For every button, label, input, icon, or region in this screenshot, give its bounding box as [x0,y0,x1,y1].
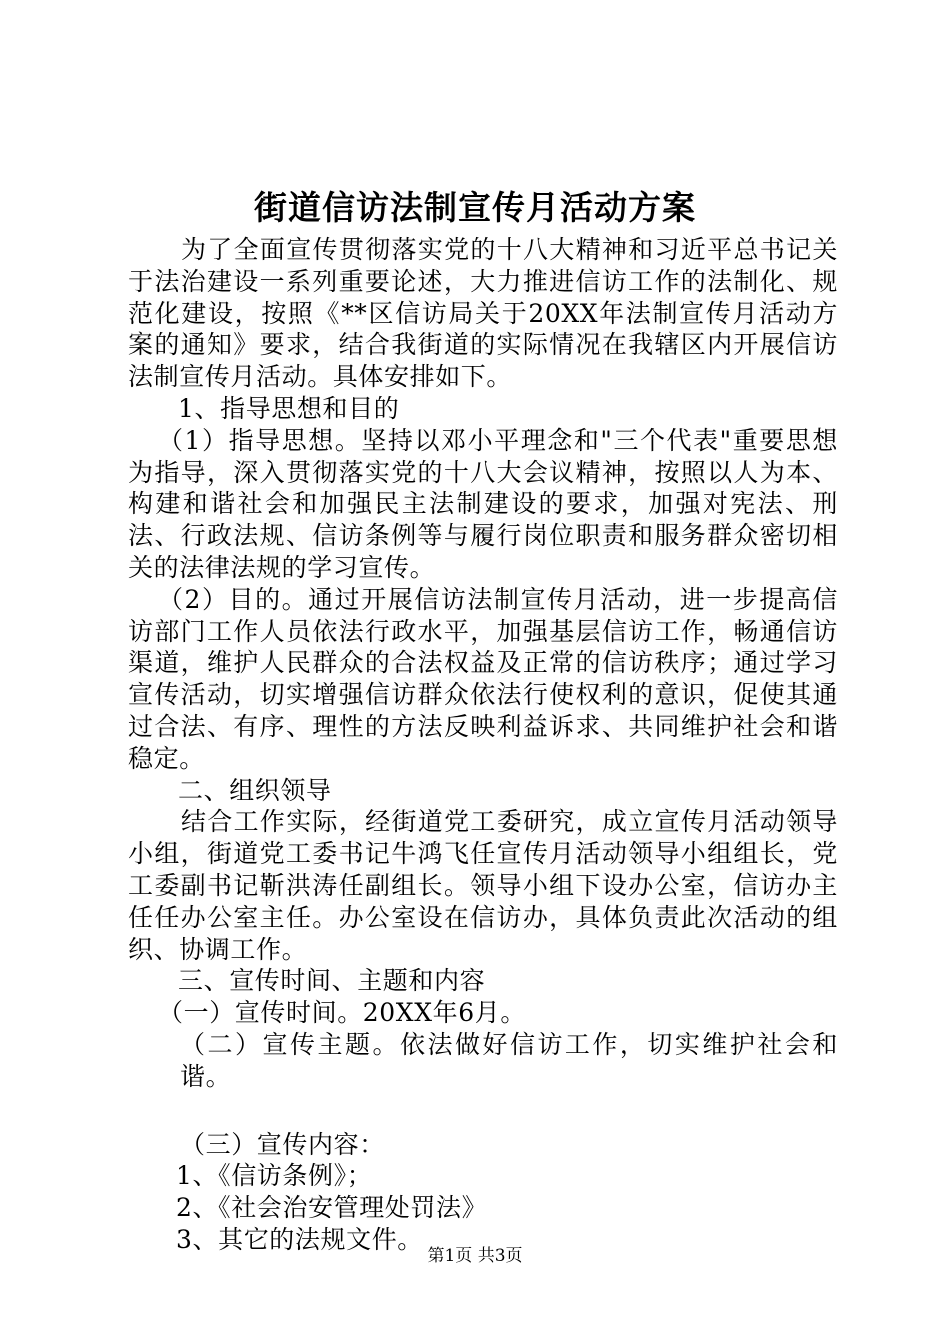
list-item: 2、《社会治安管理处罚法》 [176,1193,488,1223]
document-title: 街道信访法制宣传月活动方案 [254,188,696,227]
publicity-time-line: （一）宣传时间。20XX年6月。 [158,998,526,1028]
blank-line [128,1093,838,1129]
purpose-paragraph: （2）目的。通过开展信访法制宣传月活动，进一步提高信访部门工作人员依法行政水平，加强基层信访工作，畅通信访渠道，维护人民群众的合法权益及正常的信访秩序；通过学习宣传活动，切实增强信访群众依法行使权利的意识，促使其通过合法、有序、理性的方法反映利益诉求、共同维护社会和谐稳定。 [128,584,838,773]
intro-paragraph: 为了全面宣传贯彻落实党的十八大精神和习近平总书记关于法治建设一系列重要论述，大力推进信访工作的法制化、规范化建设，按照《**区信访局关于20XX年法制宣传月活动方案的通知》要求，结合我街道的实际情况在我辖区内开展信访法制宣传月活动。具体安排如下。 [128,235,838,392]
page-number-footer: 第1页 共3页 [427,1246,523,1266]
section-heading-leadership: 二、组织领导 [178,775,332,805]
section-heading-guiding: 1、指导思想和目的 [178,393,400,423]
document-body [128,234,838,1256]
list-item: 3、其它的法规文件。 [176,1224,423,1254]
publicity-content-heading: （三）宣传内容： [180,1129,385,1159]
list-item: 1、《信访条例》； [176,1161,373,1191]
publicity-theme-line: （二）宣传主题。依法做好信访工作，切实维护社会和谐。 [180,1029,838,1091]
guiding-ideology-paragraph: （1）指导思想。坚持以邓小平理念和"三个代表"重要思想为指导，深入贯彻落实党的十八大会议精神，按照以人为本、构建和谐社会和加强民主法制建设的要求，加强对宪法、刑法、行政法规、信访条例等与履行岗位职责和服务群众密切相关的法律法规的学习宣传。 [128,425,838,582]
leadership-paragraph: 结合工作实际，经街道党工委研究，成立宣传月活动领导小组，街道党工委书记牛鸿飞任宣传月活动领导小组组长，党工委副书记靳洪涛任副组长。领导小组下设办公室，信访办主任任办公室主任。办公室设在信访办，具体负责此次活动的组织、协调工作。 [128,807,838,964]
section-heading-publicity: 三、宣传时间、主题和内容 [178,966,486,996]
